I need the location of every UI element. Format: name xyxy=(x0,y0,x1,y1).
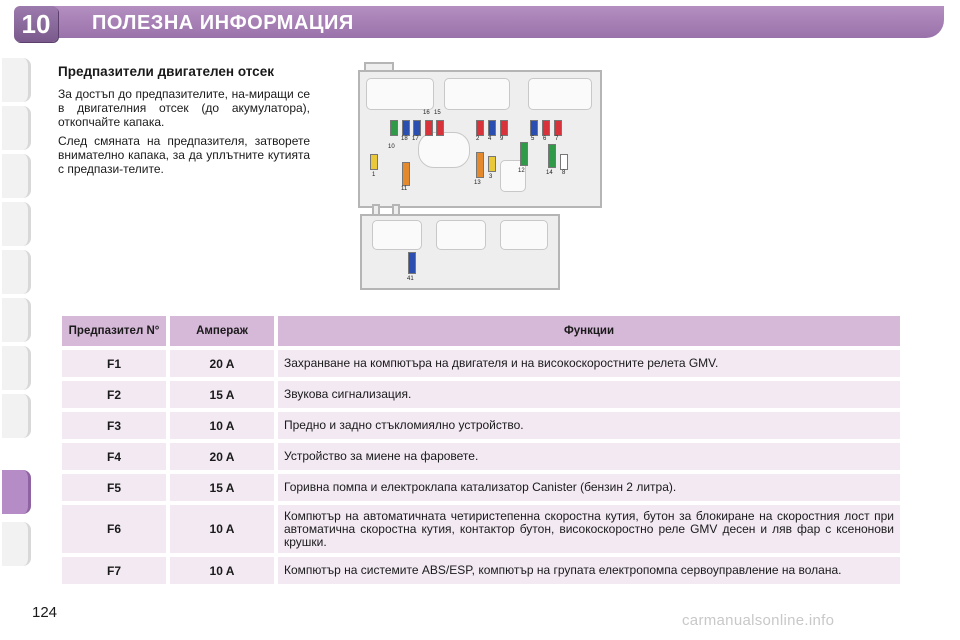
fuse-red xyxy=(425,120,433,136)
fuse-label: 6 xyxy=(543,136,547,142)
chapter-tab[interactable] xyxy=(2,250,31,294)
table-row xyxy=(62,381,900,408)
fuse-label: 18 xyxy=(401,136,408,142)
fuse-label: 4 xyxy=(488,136,492,142)
column-header-functions: Функции xyxy=(278,316,900,346)
fuse-table xyxy=(58,312,904,588)
fuse-label: 14 xyxy=(546,170,553,176)
lower-fuse-box xyxy=(360,214,560,290)
fuse-label: 1 xyxy=(372,172,376,178)
fuse-yellow xyxy=(370,154,378,170)
fuse-label: 3 xyxy=(489,174,493,180)
watermark: carmanualsonline.info xyxy=(682,612,835,629)
fuse-amperage: 10 A xyxy=(170,412,274,439)
relay-slot xyxy=(528,78,592,110)
fuse-id: F3 xyxy=(62,412,166,439)
fuse-blue xyxy=(530,120,538,136)
chapter-tab[interactable] xyxy=(2,106,31,150)
intro-paragraph: След смяната на предпазителя, затворете внимателно капака, за да уплътните кутията с предпази-телите. xyxy=(58,134,310,176)
fuse-white xyxy=(560,154,568,170)
fuse-label: 15 xyxy=(434,110,441,116)
chapter-tab[interactable] xyxy=(2,298,31,342)
fusebox-diagram xyxy=(358,62,606,290)
table-row xyxy=(62,505,900,553)
relay-slot xyxy=(366,78,434,110)
intro-section xyxy=(58,64,310,181)
fuse-amperage: 20 A xyxy=(170,443,274,470)
fuse-label: 12 xyxy=(518,168,525,174)
fuse-label: 5 xyxy=(531,136,535,142)
chapter-tab[interactable] xyxy=(2,58,31,102)
table-row xyxy=(62,557,900,584)
fuse-red xyxy=(436,120,444,136)
fuse-orange xyxy=(402,162,410,186)
fuse-amperage: 10 A xyxy=(170,557,274,584)
fuse-id: F6 xyxy=(62,505,166,553)
chapter-tab-active[interactable] xyxy=(2,470,31,514)
fuse-blue xyxy=(408,252,416,274)
chapter-tab[interactable] xyxy=(2,394,31,438)
table-header-row xyxy=(62,316,900,346)
fuse-label: 10 xyxy=(388,144,395,150)
chapter-tab[interactable] xyxy=(2,522,31,566)
fuse-amperage: 10 A xyxy=(170,505,274,553)
fuse-label: 11 xyxy=(401,186,408,192)
page-number: 124 xyxy=(32,604,58,621)
fuse-yellow xyxy=(488,156,496,172)
fuse-green xyxy=(390,120,398,136)
column-header-amperage: Ампераж xyxy=(170,316,274,346)
fuse-label: 41 xyxy=(407,276,414,282)
fuse-function: Предно и задно стъкломиялно устройство. xyxy=(278,412,900,439)
fuse-label: 9 xyxy=(500,136,504,142)
column-header-fuse: Предпазител N° xyxy=(62,316,166,346)
chapter-tab[interactable] xyxy=(2,346,31,390)
fuse-id: F7 xyxy=(62,557,166,584)
page-title: ПОЛЕЗНА ИНФОРМАЦИЯ xyxy=(92,12,354,34)
fuse-red xyxy=(542,120,550,136)
fuse-label: 13 xyxy=(474,180,481,186)
chapter-header xyxy=(0,0,960,46)
fuse-red xyxy=(554,120,562,136)
intro-paragraph: За достъп до предпазителите, на-миращи се в двигателния отсек (до акумулатора), откопчайте капака. xyxy=(58,87,310,129)
fuse-id: F2 xyxy=(62,381,166,408)
table-row xyxy=(62,350,900,377)
fuse-red xyxy=(476,120,484,136)
section-heading: Предпазители двигателен отсек xyxy=(58,64,274,79)
fuse-amperage: 15 A xyxy=(170,474,274,501)
relay-slot xyxy=(500,220,548,250)
chapter-tabs xyxy=(0,58,34,578)
fuse-green xyxy=(548,144,556,168)
fuse-function: Захранване на компютъра на двигателя и на високоскоростните релета GMV. xyxy=(278,350,900,377)
fuse-blue xyxy=(413,120,421,136)
relay-slot xyxy=(372,220,422,250)
fuse-function: Звукова сигнализация. xyxy=(278,381,900,408)
fuse-blue xyxy=(402,120,410,136)
table-row xyxy=(62,443,900,470)
fuse-label: 8 xyxy=(562,170,566,176)
upper-fuse-box xyxy=(358,70,602,208)
fuse-amperage: 20 A xyxy=(170,350,274,377)
relay-slot xyxy=(436,220,486,250)
chapter-number-badge: 10 xyxy=(14,6,58,42)
fuse-label: 7 xyxy=(555,136,559,142)
fuse-green xyxy=(520,142,528,166)
fuse-id: F4 xyxy=(62,443,166,470)
fuse-amperage: 15 A xyxy=(170,381,274,408)
fuse-function: Устройство за миене на фаровете. xyxy=(278,443,900,470)
fuse-function: Компютър на системите ABS/ESP, компютър на групата електропомпа сервоуправление на волана. xyxy=(278,557,900,584)
fuse-label: 2 xyxy=(476,136,480,142)
fuse-blue xyxy=(488,120,496,136)
relay-slot xyxy=(444,78,510,110)
fuse-id: F1 xyxy=(62,350,166,377)
fuse-function: Горивна помпа и електроклапа катализатор Canister (бензин 2 литра). xyxy=(278,474,900,501)
fuse-red xyxy=(500,120,508,136)
fuse-label: 16 xyxy=(423,110,430,116)
table-row xyxy=(62,412,900,439)
chapter-tab[interactable] xyxy=(2,154,31,198)
table-row xyxy=(62,474,900,501)
fuse-label: 17 xyxy=(412,136,419,142)
fuse-function: Компютър на автоматичната четиристепенна скоростна кутия, бутон за блокиране на скоростния лост при автоматична скоростна кутия, контактор бутон, високоскоростно реле GMV десен и ляв фар с ксенонови крушки. xyxy=(278,505,900,553)
fuse-id: F5 xyxy=(62,474,166,501)
fuse-orange xyxy=(476,152,484,178)
chapter-tab[interactable] xyxy=(2,202,31,246)
relay-slot xyxy=(418,132,470,168)
